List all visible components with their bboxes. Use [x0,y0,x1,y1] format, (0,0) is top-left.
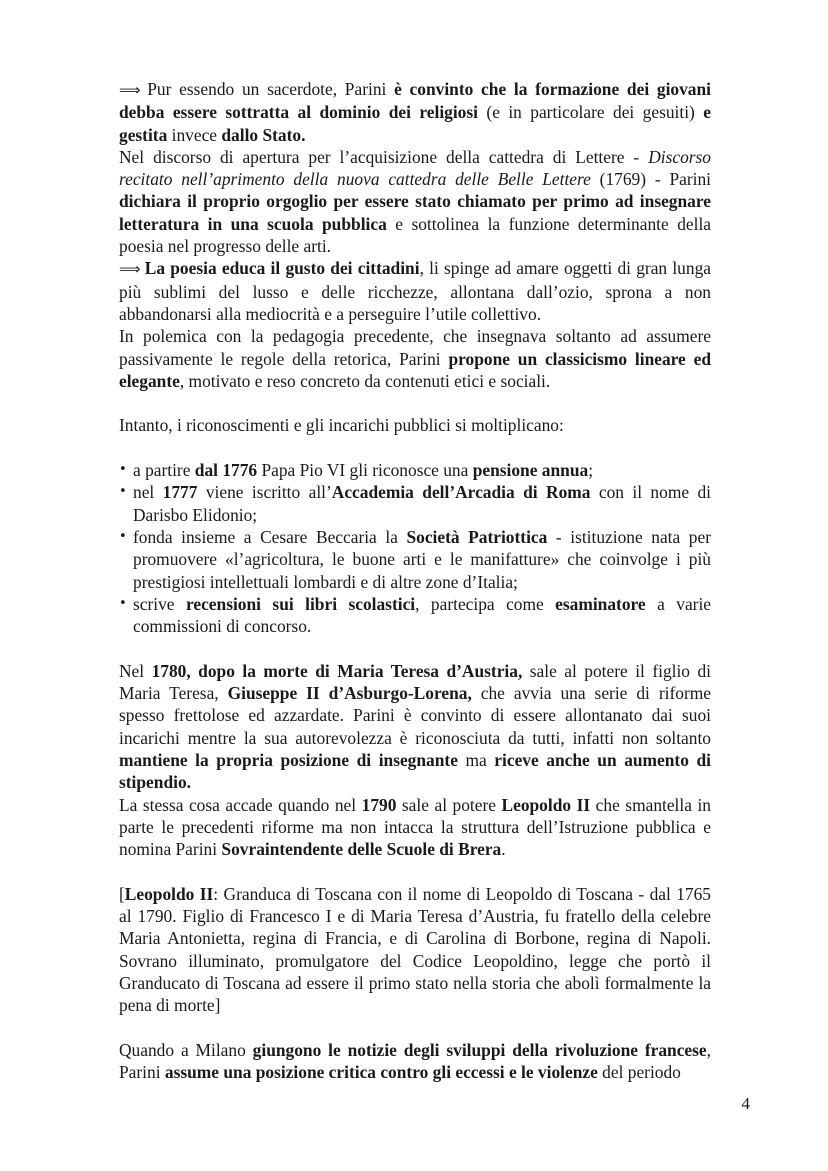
paragraph-1780 [119,660,711,794]
text-run: Nel [119,660,152,681]
text-run: viene iscritto all’ [197,482,332,503]
paragraph-polemica [119,325,711,392]
text-run: che avvia una serie di riforme spesso frettolose ed azzardate. Parini è convinto di essere allontanato dai suoi incarichi mentre la sua autorevolezza è riconosciuta da tutti, infatti non soltanto [119,683,711,748]
text-run: , li spinge ad amare oggetti di gran lunga più sublimi del lusso e delle ricchezze, allontana dall’ozio, sprona a non abbandonarsi alla mediocrità e a perseguire l’utile collettivo. [119,258,711,324]
bold-run: pensione annua [472,460,589,481]
text-run: scrive [133,593,186,614]
bold-run: assume una posizione critica contro gli eccessi e le violenze [164,1062,598,1083]
spacer [119,392,711,414]
text-run: fonda insieme a Cesare Beccaria la [133,526,407,547]
list-item [119,481,711,526]
paragraph-poesia [119,257,711,325]
text-run: , partecipa come [415,593,556,614]
text-run: sale al potere [396,794,502,815]
text-run: : Granduca di Toscana con il nome di Leopoldo di Toscana - dal 1765 al 1790. Figlio di Francesco I e di Maria Teresa d’Austria, fu fratello della celebre Maria Antonietta, regina di Francia, e di Carolina di Borbone, regina di Napoli. Sovrano illuminato, promulgatore del Codice Leopoldino, legge che portò il Granducato di Toscana ad essere il primo stato nella storia che abolì formalmente la pena di morte] [119,883,711,1016]
bold-run: dallo Stato. [221,124,306,145]
bold-run: Società Patriottica [406,526,548,547]
bold-run: Leopoldo II [124,883,214,904]
text-run: Nel discorso di apertura per l’acquisizione della cattedra di Lettere - [119,146,649,167]
bold-run: Giuseppe II d’Asburgo-Lorena, [227,683,472,704]
text-run: sale al potere il figlio di Maria Teresa, [119,660,711,704]
bold-run: e gestita [119,102,711,145]
bold-run: propone un classicismo lineare ed elegante [119,348,711,391]
bold-run: mantiene la propria posizione di insegnante [119,749,458,770]
text-run: [ [119,883,125,904]
paragraph-leopoldo-note [119,883,711,1017]
text-run: In polemica con la pedagogia precedente, che insegnava soltanto ad assumere passivamente le regole della retorica, Parini [119,326,711,369]
text-run: invece [167,124,222,145]
text-run: ma [457,749,495,770]
text-run: La stessa cosa accade quando nel [119,794,362,815]
bold-run: esaminatore [555,593,646,614]
page-number: 4 [741,1094,750,1113]
bold-run: riceve anche un aumento di stipendio. [119,749,711,793]
text-run: nel [133,482,163,503]
paragraph-intanto: Intanto, i riconoscimenti e gli incarichi pubblici si moltiplicano: [119,415,564,436]
paragraph-formazione [119,78,711,146]
paragraph-rivoluzione [119,1039,711,1084]
bold-run: 1777 [162,482,198,503]
spacer [119,1016,711,1038]
paragraph-discorso [119,146,711,257]
bold-run: 1780, dopo la morte di Maria Teresa d’Austria, [151,660,523,681]
spacer [119,637,711,659]
paragraph-1790 [119,794,711,861]
bold-run: giungono le notizie degli sviluppi della rivoluzione francese [252,1039,707,1060]
text-run: ; [588,460,594,481]
text-run: Papa Pio VI gli riconosce una [257,460,473,481]
text-run: con il nome di Darisbo Elidonio; [133,482,711,525]
double-arrow-icon: ⟹ [119,260,140,279]
text-run: a varie commissioni di concorso. [133,593,712,637]
list-item [119,526,711,593]
spacer [119,860,711,882]
bold-run: è convinto che la formazione dei giovani debba essere sottratta al dominio dei religiosi [119,79,711,123]
text-run: Quando a Milano [119,1039,253,1060]
bold-run: dichiara il proprio orgoglio per essere stato chiamato per primo ad insegnare letteratura in una scuola pubblica [119,191,711,234]
text-run: . [501,839,506,860]
bullet-list [119,459,711,637]
list-item [119,459,711,481]
bold-run: La poesia educa il gusto dei cittadini [144,258,420,279]
italic-title: Discorso recitato nell’aprimento della nuova cattedra delle Belle Lettere [119,146,711,190]
text-run: che smantella in parte le precedenti riforme ma non intacca la struttura dell’Istruzione pubblica e nomina Parini [119,794,711,860]
document-page [119,78,711,1083]
bold-run: recensioni sui libri scolastici [185,593,416,614]
bold-run: Accademia dell’Arcadia di Roma [331,482,591,503]
text-run: Pur essendo un sacerdote, Parini [139,79,395,99]
text-run: e sottolinea la funzione determinante della poesia nel progresso delle arti. [119,213,711,257]
bold-run: Sovraintendente delle Scuole di Brera [221,839,502,860]
bold-run: 1790 [361,794,397,815]
double-arrow-icon: ⟹ [119,81,140,99]
text-run: a partire [133,460,195,481]
text-run: (1769) - Parini [590,169,711,190]
spacer [119,437,711,459]
list-item [119,593,711,638]
text-run: , motivato e reso concreto da contenuti etici e sociali. [179,370,551,391]
bold-run: dal 1776 [194,460,258,481]
text-run: del periodo [597,1062,681,1083]
text-run: , Parini [119,1039,711,1083]
text-run: (e in particolare dei gesuiti) [477,102,704,123]
text-run: - istituzione nata per promuovere «l’agricoltura, le buone arti e le manifatture» che coinvolge i più prestigiosi intellettuali lombardi e di altre zone d’Italia; [133,526,711,592]
bold-run: Leopoldo II [501,794,591,815]
